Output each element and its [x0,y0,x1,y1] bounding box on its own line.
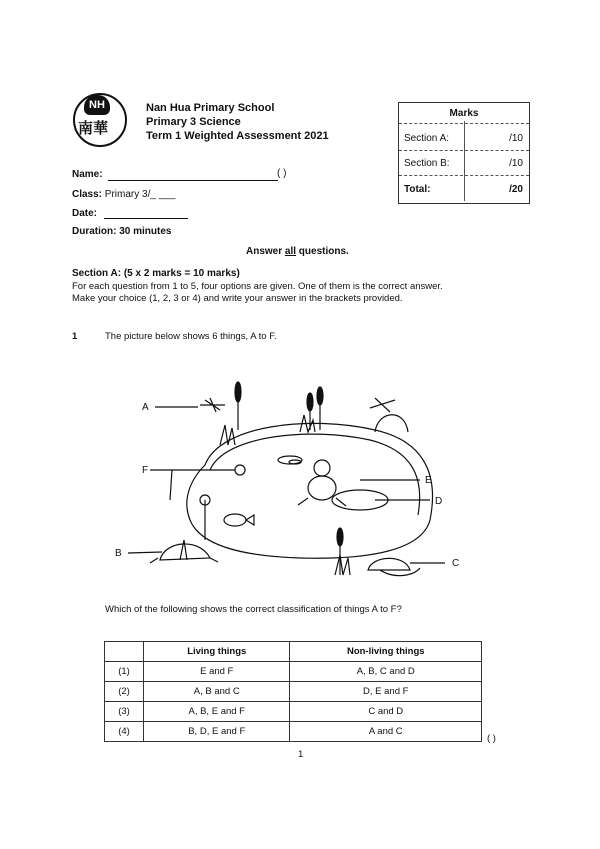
marks-title: Marks [449,108,479,119]
table-row [105,722,482,742]
class-label: Class: Primary 3/_ ___ [72,189,176,200]
answer-all-instruction: Answer all questions. [246,246,349,257]
pond-illustration [110,370,480,605]
table-header-non-living: Non-living things [290,642,482,662]
label-a: A [142,402,149,413]
reed-stems [170,385,340,575]
fish [224,514,246,526]
duration-label: Duration: 30 minutes [72,226,172,237]
cattail [235,382,241,402]
table-row [105,702,482,722]
label-e: E [425,475,432,486]
dragonfly [370,398,395,412]
pond-outline [187,423,433,558]
frog-head [314,460,330,476]
label-f: F [142,465,149,476]
living-cell: A, B and C [144,682,290,702]
non-living-cell: D, E and F [290,682,482,702]
label-line-b [128,552,162,553]
bug-f [235,465,245,475]
instruction-line-1: For each question from 1 to 5, four options are given. One of them is the correct answer. [72,281,443,292]
frog-body [308,476,336,500]
section-a-title: Section A: (5 x 2 marks = 10 marks) [72,268,240,279]
answer-bracket[interactable]: ( ) [487,733,496,744]
school-logo-chinese: 南華 [78,119,109,137]
date-field[interactable] [104,218,188,219]
living-cell: E and F [144,662,290,682]
table-header-row [105,642,482,662]
instruction-line-2: Make your choice (1, 2, 3 or 4) and write your answer in the brackets provided. [72,293,403,304]
non-living-cell: A and C [290,722,482,742]
question-prompt: Which of the following shows the correct classification of things A to F? [105,604,402,615]
frog-legs [298,498,346,506]
school-logo-emblem: NH [84,95,110,115]
name-label: Name: [72,169,103,180]
cattail [317,387,323,405]
school-name: Nan Hua Primary School [146,102,275,114]
classification-table [104,641,482,742]
non-living-cell: A, B, C and D [290,662,482,682]
table-row [105,662,482,682]
marks-rule [399,123,529,124]
fish-tail [246,515,254,525]
option-number: (1) [105,662,144,682]
table-header-living: Living things [144,642,290,662]
non-living-cell: C and D [290,702,482,722]
rock-c [368,558,410,570]
cattail [307,393,313,411]
page-number: 1 [298,749,304,760]
subject-title: Primary 3 Science [146,116,241,128]
cattail [337,528,343,546]
table-header [105,642,144,662]
label-b: B [115,548,122,559]
rock-shadow [380,568,420,576]
dragonfly-a [200,398,225,412]
name-field[interactable] [108,180,278,181]
marks-box: Marks Section A: /10 Section B: /10 Total: /20 [398,102,530,204]
marks-rule [399,175,529,176]
option-number: (4) [105,722,144,742]
living-cell: A, B, E and F [144,702,290,722]
rock-top [375,415,408,432]
option-number: (3) [105,702,144,722]
option-number: (2) [105,682,144,702]
label-c: C [452,558,460,569]
question-text: The picture below shows 6 things, A to F. [105,331,277,342]
date-label: Date: [72,208,98,219]
assessment-title: Term 1 Weighted Assessment 2021 [146,130,329,142]
marks-divider [464,121,465,201]
label-d: D [435,496,443,507]
marks-rule [399,150,529,151]
table-row [105,682,482,702]
register-number-bracket: ( ) [277,168,287,179]
question-number: 1 [72,331,78,342]
living-cell: B, D, E and F [144,722,290,742]
